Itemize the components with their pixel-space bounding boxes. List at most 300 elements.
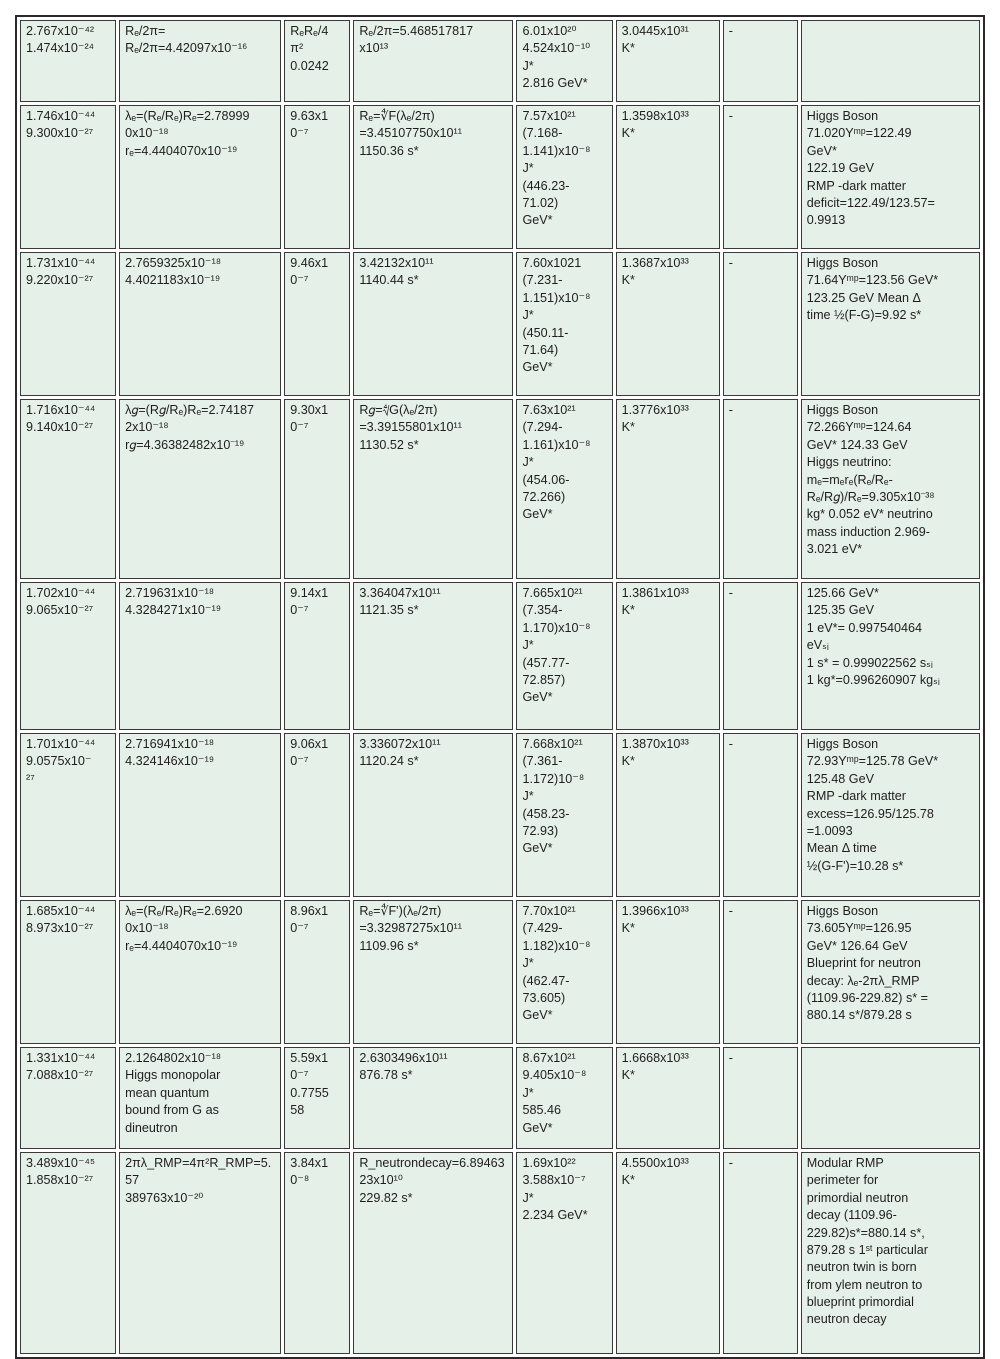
- cell-line: 4.5500x10³³: [621, 1156, 689, 1170]
- cell-line: (454.06-: [522, 472, 570, 487]
- table-cell: [723, 582, 798, 730]
- table-cell: [616, 20, 720, 102]
- cell-line: ½(G-F')=10.28 s*: [806, 858, 904, 873]
- cell-line: 1.141)x10⁻⁸: [522, 143, 591, 158]
- table-cell: [284, 105, 350, 249]
- table-cell: [284, 733, 350, 897]
- cell-line: 1150.36 s*: [359, 143, 419, 158]
- cell-line: GeV*: [522, 507, 553, 522]
- cell-line: GeV*: [522, 690, 553, 705]
- table-cell: [723, 252, 798, 396]
- cell-line: 1.746x10⁻⁴⁴: [26, 109, 96, 123]
- cell-line: 3.84x1: [290, 1156, 329, 1170]
- cell-line: 9.46x1: [290, 256, 329, 270]
- cell-line: (7.361-: [522, 754, 563, 769]
- cell-line: 2.716941x10⁻¹⁸: [125, 737, 215, 751]
- cell-line: (7.231-: [522, 273, 563, 288]
- cell-line: 1121.35 s*: [359, 603, 419, 618]
- cell-line: dineutron: [125, 1120, 178, 1135]
- cell-line: Rₑ/R𝑔)/Rₑ=9.305x10⁻³⁸: [806, 489, 935, 504]
- cell-line: 71.020Yᵐᵖ=122.49: [806, 126, 912, 141]
- cell-line: K*: [621, 1068, 635, 1083]
- cell-line: 9.300x10⁻²⁷: [26, 126, 94, 141]
- cell-line: 876.78 s*: [359, 1068, 413, 1083]
- cell-line: 9.140x10⁻²⁷: [26, 420, 94, 435]
- cell-line: J*: [522, 308, 534, 323]
- table-cell: [20, 1047, 116, 1149]
- cell-line: 0⁻⁷: [290, 273, 309, 288]
- cell-line: 0.9913: [806, 213, 846, 228]
- cell-line: (458.23-: [522, 806, 570, 821]
- cell-line: 1.701x10⁻⁴⁴: [26, 737, 96, 751]
- cell-line: (457.77-: [522, 655, 570, 670]
- table-cell: [616, 582, 720, 730]
- cell-line: 1.731x10⁻⁴⁴: [26, 256, 96, 270]
- table-cell: [353, 900, 513, 1044]
- cell-line: kg* 0.052 eV* neutrino: [806, 507, 933, 522]
- cell-line: neutron decay: [806, 1312, 887, 1327]
- table-row: [20, 1047, 980, 1149]
- cell-line: 7.60x1021: [522, 256, 582, 270]
- cell-line: 2x10⁻¹⁸: [125, 420, 169, 435]
- table-cell: [616, 105, 720, 249]
- cell-line: -: [728, 109, 733, 123]
- table-cell: [119, 399, 281, 579]
- table-cell: [20, 399, 116, 579]
- table-cell: [723, 105, 798, 249]
- cell-line: 4.4021183x10⁻¹⁹: [125, 273, 221, 288]
- cell-line: -: [728, 1156, 733, 1170]
- cell-line: =1.0093: [806, 823, 853, 838]
- cell-line: 8.96x1: [290, 904, 329, 918]
- cell-line: Mean Δ time: [806, 841, 877, 856]
- cell-line: 1.3687x10³³: [621, 256, 689, 270]
- cell-line: RMP -dark matter: [806, 178, 906, 193]
- cell-line: 2.767x10⁻⁴²: [26, 24, 95, 38]
- cell-line: 9.220x10⁻²⁷: [26, 273, 94, 288]
- cell-line: GeV* 124.33 GeV: [806, 437, 908, 452]
- table-cell: [119, 105, 281, 249]
- cell-line: 4.3284271x10⁻¹⁹: [125, 603, 222, 618]
- cell-line: 3.42132x10¹¹: [359, 256, 434, 270]
- cell-line: mean quantum: [125, 1085, 210, 1100]
- cell-line: Rₑ/2π=4.42097x10⁻¹⁶: [125, 41, 248, 56]
- cell-line: K*: [621, 1173, 635, 1188]
- table-cell: [119, 733, 281, 897]
- cell-line: 1.172)10⁻⁸: [522, 771, 585, 786]
- cell-line: =3.32987275x10¹¹: [359, 921, 462, 936]
- cell-line: 72.266Yᵐᵖ=124.64: [806, 420, 912, 435]
- table-row: [20, 399, 980, 579]
- cell-line: mass induction 2.969-: [806, 524, 930, 539]
- cell-line: J*: [522, 789, 534, 804]
- cell-line: 0x10⁻¹⁸: [125, 126, 169, 141]
- table-cell: [284, 1152, 350, 1354]
- cell-line: Rₑ/2π=: [125, 24, 166, 38]
- cell-line: =3.45107750x10¹¹: [359, 126, 462, 141]
- cell-line: 1 s* = 0.999022562 sₛᵢ: [806, 655, 933, 670]
- cell-line: 0⁻⁸: [290, 1173, 310, 1188]
- cell-line: Rₑ/2π=5.468517817: [359, 24, 474, 38]
- cell-line: 2.719631x10⁻¹⁸: [125, 586, 215, 600]
- cell-line: 0⁻⁷: [290, 420, 309, 435]
- cell-line: 9.30x1: [290, 403, 329, 417]
- cell-line: J*: [522, 161, 534, 176]
- cell-line: 6.01x10²⁰: [522, 24, 577, 38]
- cell-line: 3.588x10⁻⁷: [522, 1173, 586, 1188]
- cell-line: 9.06x1: [290, 737, 329, 751]
- table-cell: [723, 733, 798, 897]
- cell-line: J*: [522, 455, 534, 470]
- cell-line: 125.48 GeV: [806, 771, 874, 786]
- cell-line: 23x10¹⁰: [359, 1173, 403, 1188]
- table-cell: [353, 1047, 513, 1149]
- cell-line: 3.0445x10³¹: [621, 24, 689, 38]
- cell-line: 9.0575x10⁻: [26, 754, 92, 769]
- cell-line: 1.716x10⁻⁴⁴: [26, 403, 96, 417]
- cell-line: 4.524x10⁻¹⁰: [522, 41, 591, 56]
- cell-line: deficit=122.49/123.57=: [806, 195, 935, 210]
- cell-line: 1109.96 s*: [359, 938, 419, 953]
- cell-line: 72.857): [522, 672, 566, 687]
- cell-line: blueprint primordial: [806, 1295, 914, 1309]
- cell-line: rₑ=4.4404070x10⁻¹⁹: [125, 143, 238, 158]
- cell-line: 2.234 GeV*: [522, 1208, 588, 1223]
- cell-line: 4.324146x10⁻¹⁹: [125, 754, 215, 769]
- cell-line: 9.63x1: [290, 109, 329, 123]
- cell-line: 879.28 s 1ˢᵗ particular: [806, 1242, 928, 1257]
- cell-line: 2πλ_RMP=4π²R_RMP=5.57: [125, 1156, 272, 1188]
- table-cell: [801, 20, 980, 102]
- cell-line: 1140.44 s*: [359, 273, 419, 288]
- cell-line: bound from G as: [125, 1103, 219, 1118]
- cell-line: 71.02): [522, 195, 559, 210]
- table-cell: [516, 582, 612, 730]
- table-cell: [616, 252, 720, 396]
- cell-line: Higgs neutrino:: [806, 455, 892, 470]
- table-cell: [723, 399, 798, 579]
- cell-line: 58: [290, 1103, 305, 1118]
- table-row: [20, 252, 980, 396]
- cell-line: 1.685x10⁻⁴⁴: [26, 904, 96, 918]
- cell-line: ²⁷: [26, 771, 35, 786]
- cell-line: J*: [522, 638, 534, 653]
- table-cell: [20, 582, 116, 730]
- table-row: [20, 105, 980, 249]
- cell-line: K*: [621, 603, 635, 618]
- cell-line: 7.088x10⁻²⁷: [26, 1068, 94, 1083]
- cell-line: 7.665x10²¹: [522, 586, 583, 600]
- table-row: [20, 1152, 980, 1354]
- table-cell: [284, 20, 350, 102]
- cell-line: 0⁻⁷: [290, 1068, 309, 1083]
- cell-line: 7.668x10²¹: [522, 737, 583, 751]
- cell-line: 73.605Yᵐᵖ=126.95: [806, 921, 912, 936]
- table-cell: [516, 20, 612, 102]
- cell-line: 0x10⁻¹⁸: [125, 921, 169, 936]
- table-cell: [616, 1047, 720, 1149]
- cell-line: Higgs Boson: [806, 737, 879, 751]
- cell-line: rₑ=4.4404070x10⁻¹⁹: [125, 938, 238, 953]
- table-cell: [723, 1047, 798, 1149]
- cell-line: 1.3870x10³³: [621, 737, 689, 751]
- table-cell: [801, 1152, 980, 1354]
- cell-line: 2.7659325x10⁻¹⁸: [125, 256, 222, 270]
- cell-line: 3.336072x10¹¹: [359, 737, 441, 751]
- cell-line: Higgs Boson: [806, 904, 879, 918]
- cell-line: 1.3966x10³³: [621, 904, 689, 918]
- table-cell: [284, 252, 350, 396]
- cell-line: excess=126.95/125.78: [806, 806, 934, 821]
- table-cell: [284, 582, 350, 730]
- table-cell: [801, 900, 980, 1044]
- cell-line: eVₛᵢ: [806, 638, 829, 653]
- table-cell: [119, 1152, 281, 1354]
- cell-line: 1.3861x10³³: [621, 586, 689, 600]
- table-cell: [284, 1047, 350, 1149]
- cell-line: 9.405x10⁻⁸: [522, 1068, 587, 1083]
- cell-line: K*: [621, 921, 635, 936]
- cell-line: Higgs Boson: [806, 403, 879, 417]
- cell-line: perimeter for: [806, 1173, 879, 1188]
- cell-line: r𝑔=4.36382482x10⁻¹⁹: [125, 437, 245, 452]
- cell-line: 880.14 s*/879.28 s: [806, 1008, 912, 1023]
- cell-line: 1.6668x10³³: [621, 1051, 689, 1065]
- cell-line: 585.46: [522, 1103, 562, 1118]
- cell-line: λₑ=(Rₑ/Rₑ)Rₑ=2.6920: [125, 904, 243, 918]
- cell-line: 7.63x10²¹: [522, 403, 576, 417]
- cell-line: 7.70x10²¹: [522, 904, 576, 918]
- table-cell: [20, 1152, 116, 1354]
- cell-line: 5.59x1: [290, 1051, 329, 1065]
- table-cell: [119, 582, 281, 730]
- cell-line: R𝑔=∜G(λₑ/2π): [359, 403, 438, 417]
- table-cell: [516, 733, 612, 897]
- cell-line: GeV*: [806, 143, 837, 158]
- table-cell: [723, 1152, 798, 1354]
- cell-line: GeV* 126.64 GeV: [806, 938, 908, 953]
- cell-line: primordial neutron: [806, 1190, 909, 1205]
- cell-line: 0.0242: [290, 58, 329, 73]
- cell-line: Higgs Boson: [806, 109, 879, 123]
- cell-line: K*: [621, 273, 635, 288]
- cell-line: (7.429-: [522, 921, 563, 936]
- cell-line: 1.3776x10³³: [621, 403, 689, 417]
- table-cell: [353, 399, 513, 579]
- cell-line: -: [728, 403, 733, 417]
- table-cell: [801, 1047, 980, 1149]
- cell-line: RMP -dark matter: [806, 789, 906, 804]
- table-cell: [616, 900, 720, 1044]
- cell-line: x10¹³: [359, 41, 389, 56]
- table-cell: [516, 399, 612, 579]
- cell-line: (462.47-: [522, 973, 570, 988]
- table-cell: [616, 399, 720, 579]
- cell-line: J*: [522, 1190, 534, 1205]
- cell-line: decay (1109.96-: [806, 1208, 897, 1223]
- cell-line: Rₑ=∜F(λₑ/2π): [359, 109, 435, 123]
- cell-line: 1.161)x10⁻⁸: [522, 437, 591, 452]
- cell-line: 9.065x10⁻²⁷: [26, 603, 94, 618]
- cell-line: 229.82)s*=880.14 s*,: [806, 1225, 925, 1240]
- cell-line: 9.14x1: [290, 586, 329, 600]
- table-row: [20, 733, 980, 897]
- cell-line: 71.64Yᵐᵖ=123.56 GeV*: [806, 273, 939, 288]
- cell-line: 3.364047x10¹¹: [359, 586, 441, 600]
- cell-line: -: [728, 24, 733, 38]
- cell-line: 1.69x10²²: [522, 1156, 576, 1170]
- cell-line: RₑRₑ/4: [290, 24, 329, 38]
- cell-line: decay: λₑ-2πλ_RMP: [806, 973, 920, 988]
- cell-line: 8.67x10²¹: [522, 1051, 576, 1065]
- table-cell: [516, 1152, 612, 1354]
- table-row: [20, 20, 980, 102]
- cell-line: =3.39155801x10¹¹: [359, 420, 462, 435]
- table-row: [20, 900, 980, 1044]
- cell-line: time ½(F-G)=9.92 s*: [806, 308, 922, 323]
- cell-line: 0⁻⁷: [290, 603, 309, 618]
- cell-line: 72.93Yᵐᵖ=125.78 GeV*: [806, 754, 939, 769]
- cell-line: 123.25 GeV Mean Δ: [806, 290, 921, 305]
- table-cell: [119, 1047, 281, 1149]
- cell-line: GeV*: [522, 841, 553, 856]
- table-cell: [516, 252, 612, 396]
- cell-line: 2.6303496x10¹¹: [359, 1051, 448, 1065]
- table-cell: [353, 20, 513, 102]
- cell-line: 0⁻⁷: [290, 754, 309, 769]
- cell-line: 8.973x10⁻²⁷: [26, 921, 94, 936]
- cell-line: 0.7755: [290, 1085, 329, 1100]
- cell-line: 72.93): [522, 823, 559, 838]
- cell-line: GeV*: [522, 1120, 553, 1135]
- cell-line: λ𝑔=(R𝑔/Rₑ)Rₑ=2.74187: [125, 403, 255, 417]
- cell-line: neutron twin is born: [806, 1260, 917, 1275]
- cell-line: π²: [290, 41, 304, 56]
- table-cell: [119, 252, 281, 396]
- cell-line: K*: [621, 754, 635, 769]
- cell-line: 1 eV*= 0.997540464: [806, 620, 922, 635]
- cell-line: 125.66 GeV*: [806, 586, 879, 600]
- cell-line: GeV*: [522, 1008, 553, 1023]
- cell-line: 1120.24 s*: [359, 754, 419, 769]
- cell-line: (7.294-: [522, 420, 563, 435]
- cell-line: 3.489x10⁻⁴⁵: [26, 1156, 96, 1170]
- cell-line: 1.702x10⁻⁴⁴: [26, 586, 96, 600]
- cell-line: mₑ=mₑrₑ(Rₑ/Rₑ-: [806, 472, 893, 487]
- cell-line: (1109.96-229.82) s* =: [806, 990, 929, 1005]
- table-cell: [284, 399, 350, 579]
- cell-line: K*: [621, 420, 635, 435]
- cell-line: -: [728, 586, 733, 600]
- cell-line: 1.170)x10⁻⁸: [522, 620, 591, 635]
- table-cell: [353, 252, 513, 396]
- cell-line: -: [728, 1051, 733, 1065]
- cell-line: Rₑ=∜F')(λₑ/2π): [359, 904, 442, 918]
- cell-line: (446.23-: [522, 178, 570, 193]
- table-body: [20, 20, 980, 1354]
- cell-line: 2.1264802x10⁻¹⁸: [125, 1051, 222, 1065]
- table-cell: [801, 399, 980, 579]
- table-cell: [20, 105, 116, 249]
- table-cell: [723, 900, 798, 1044]
- table-cell: [353, 733, 513, 897]
- cell-line: -: [728, 737, 733, 751]
- cell-line: K*: [621, 126, 635, 141]
- cell-line: -: [728, 256, 733, 270]
- cell-line: J*: [522, 58, 534, 73]
- table-cell: [353, 582, 513, 730]
- data-table: [15, 15, 985, 1359]
- cell-line: 2.816 GeV*: [522, 76, 588, 91]
- cell-line: 122.19 GeV: [806, 161, 874, 176]
- cell-line: 1.474x10⁻²⁴: [26, 41, 95, 56]
- cell-line: 1.3598x10³³: [621, 109, 689, 123]
- cell-line: K*: [621, 41, 635, 56]
- table-cell: [20, 252, 116, 396]
- cell-line: GeV*: [522, 213, 553, 228]
- cell-line: 7.57x10²¹: [522, 109, 576, 123]
- cell-line: 1130.52 s*: [359, 437, 419, 452]
- table-cell: [516, 1047, 612, 1149]
- cell-line: Higgs monopolar: [125, 1068, 221, 1083]
- table-cell: [801, 582, 980, 730]
- cell-line: Higgs Boson: [806, 256, 879, 270]
- cell-line: Blueprint for neutron: [806, 956, 921, 971]
- table-cell: [119, 900, 281, 1044]
- cell-line: (7.168-: [522, 126, 563, 141]
- table-cell: [119, 20, 281, 102]
- cell-line: 1.858x10⁻²⁷: [26, 1173, 94, 1188]
- table-cell: [801, 105, 980, 249]
- table-cell: [353, 105, 513, 249]
- cell-line: 1.182)x10⁻⁸: [522, 938, 591, 953]
- cell-line: 71.64): [522, 342, 559, 357]
- cell-line: λₑ=(Rₑ/Rₑ)Rₑ=2.78999: [125, 109, 250, 123]
- table-cell: [353, 1152, 513, 1354]
- cell-line: 72.266): [522, 489, 566, 504]
- cell-line: 389763x10⁻²⁰: [125, 1190, 204, 1205]
- table-cell: [284, 900, 350, 1044]
- table-cell: [20, 20, 116, 102]
- table-cell: [516, 105, 612, 249]
- data-table-container: [15, 15, 985, 1359]
- cell-line: 229.82 s*: [359, 1190, 413, 1205]
- table-cell: [801, 733, 980, 897]
- cell-line: R_neutrondecay=6.89463: [359, 1156, 505, 1170]
- cell-line: 0⁻⁷: [290, 921, 309, 936]
- cell-line: J*: [522, 1085, 534, 1100]
- cell-line: -: [728, 904, 733, 918]
- cell-line: from ylem neutron to: [806, 1277, 923, 1292]
- table-cell: [20, 900, 116, 1044]
- cell-line: (7.354-: [522, 603, 563, 618]
- table-cell: [616, 1152, 720, 1354]
- cell-line: 125.35 GeV: [806, 603, 874, 618]
- table-cell: [516, 900, 612, 1044]
- table-cell: [723, 20, 798, 102]
- cell-line: 0⁻⁷: [290, 126, 309, 141]
- cell-line: 1.151)x10⁻⁸: [522, 290, 591, 305]
- table-cell: [20, 733, 116, 897]
- cell-line: 1 kg*=0.996260907 kgₛᵢ: [806, 672, 940, 687]
- cell-line: 1.331x10⁻⁴⁴: [26, 1051, 96, 1065]
- cell-line: 3.021 eV*: [806, 542, 863, 556]
- table-cell: [801, 252, 980, 396]
- table-cell: [616, 733, 720, 897]
- cell-line: 73.605): [522, 990, 566, 1005]
- table-row: [20, 582, 980, 730]
- cell-line: GeV*: [522, 360, 553, 375]
